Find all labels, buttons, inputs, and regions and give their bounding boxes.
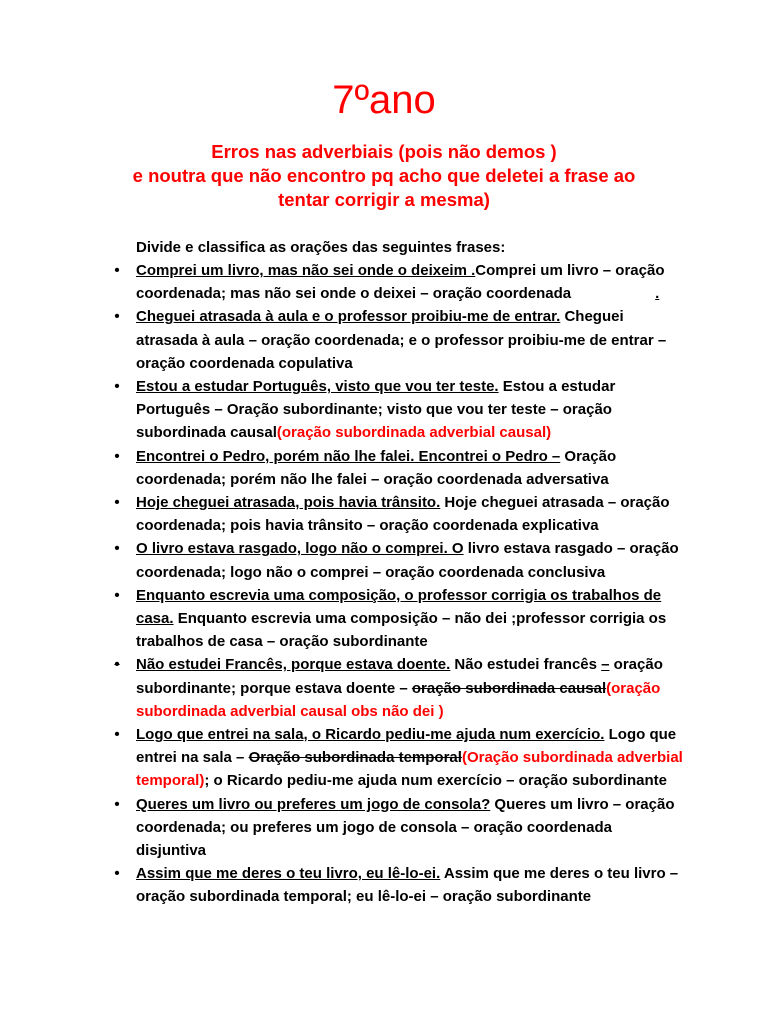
subtitle-note — [0, 140, 768, 212]
item-answer: Não estudei francês — [450, 656, 602, 674]
item-answer: Oração coordenada; porém não lhe falei – oração coordenada adversativa — [136, 447, 617, 488]
bullet-icon: • — [114, 726, 120, 744]
item-answer: ; o Ricardo pediu-me ajuda num exercício – oração subordinante — [204, 772, 667, 790]
list-item — [0, 653, 768, 723]
item-answer: Cheguei atrasada à aula – oração coordenada; e o professor proibiu-me de entrar – oração coordenada copulativa — [136, 308, 667, 372]
bullet-icon: • — [114, 795, 120, 813]
item-sentence: Cheguei atrasada à aula e o professor proibiu-me de entrar. — [136, 308, 561, 326]
bullet-icon: • — [114, 540, 120, 558]
item-correction: (oração subordinada adverbial causal) — [276, 424, 552, 442]
item-sentence: Hoje cheguei atrasada, pois havia trânsito. — [136, 494, 441, 512]
list-item — [0, 259, 768, 305]
item-answer: Logo que entrei na sala – — [136, 726, 677, 767]
list-item — [0, 445, 768, 491]
item-sentence: Logo que entrei na sala, o Ricardo pediu-me ajuda num exercício. — [136, 726, 605, 744]
item-trail: . — [655, 285, 660, 303]
list-item — [0, 862, 768, 908]
item-sentence: Estou a estudar Português, visto que vou ter teste. — [136, 378, 499, 396]
list-item — [0, 491, 768, 537]
item-sentence: Não estudei Francês, porque estava doente. — [136, 656, 451, 674]
item-sentence: Assim que me deres o teu livro, eu lê-lo-ei. — [136, 865, 441, 883]
item-sentence: Encontrei o Pedro, porém não lhe falei. Encontrei o Pedro – — [136, 447, 561, 465]
item-answer: livro estava rasgado – oração coordenada; logo não o comprei – oração coordenada conclusiva — [136, 540, 679, 581]
item-sentence: Queres um livro ou preferes um jogo de consola? — [136, 795, 491, 813]
item-struck-text: Oração subordinada temporal — [248, 749, 462, 767]
page-title: 7ºano — [332, 78, 436, 122]
bullet-icon: • — [114, 378, 120, 396]
item-answer: Assim que me deres o teu livro – oração subordinada temporal; eu lê-lo-ei – oração subordinante — [136, 865, 679, 906]
item-sentence: O livro estava rasgado, logo não o comprei. O — [136, 540, 464, 558]
item-answer: Estou a estudar Português – Oração subordinante; visto que vou ter teste – oração subordinada causal — [136, 378, 616, 442]
item-answer-dash: – — [601, 656, 610, 674]
list-item — [0, 375, 768, 445]
item-answer: Enquanto escrevia uma composição – não dei ;professor corrigia os trabalhos de casa – oração subordinante — [136, 610, 667, 651]
list-item — [0, 305, 768, 375]
instructions: Divide e classifica as orações das seguintes frases: — [136, 239, 506, 256]
bullet-icon: • — [114, 262, 120, 279]
item-correction: (oração subordinada adverbial causal obs não dei ) — [136, 679, 661, 720]
bullet-icon: • — [114, 586, 120, 604]
bullet-icon: • — [114, 308, 120, 326]
item-correction: (Oração subordinada adverbial temporal) — [136, 749, 683, 790]
item-struck-text: oração subordinada causal — [411, 679, 607, 697]
item-sentence: Comprei um livro, mas não sei onde o deixeim . — [136, 262, 476, 279]
bullet-icon: • — [114, 447, 120, 465]
item-answer: Comprei um livro – oração coordenada; mas não sei onde o deixei – oração coordenada — [136, 262, 665, 303]
subtitle-line-2: e noutra que não encontro pq acho que deletei a frase ao — [132, 165, 636, 186]
subtitle-line-1: Erros nas adverbiais (pois não demos ) — [211, 141, 557, 162]
list-item — [0, 584, 768, 654]
list-item — [0, 723, 768, 793]
exercise-list — [0, 259, 768, 909]
item-answer: oração subordinante; porque estava doente – — [136, 656, 663, 697]
bullet-icon: • — [114, 494, 120, 512]
item-answer: Hoje cheguei atrasada – oração coordenada; pois havia trânsito – oração coordenada explicativa — [136, 494, 670, 535]
list-item — [0, 537, 768, 583]
list-item — [0, 793, 768, 863]
item-answer: Queres um livro – oração coordenada; ou preferes um jogo de consola – oração coordenada disjuntiva — [136, 795, 675, 860]
subtitle-line-3: tentar corrigir a mesma) — [278, 189, 490, 210]
bullet-icon: • — [114, 865, 120, 883]
bullet-icon: • — [114, 656, 120, 674]
item-sentence: Enquanto escrevia uma composição, o professor corrigia os trabalhos de casa. — [136, 586, 662, 628]
